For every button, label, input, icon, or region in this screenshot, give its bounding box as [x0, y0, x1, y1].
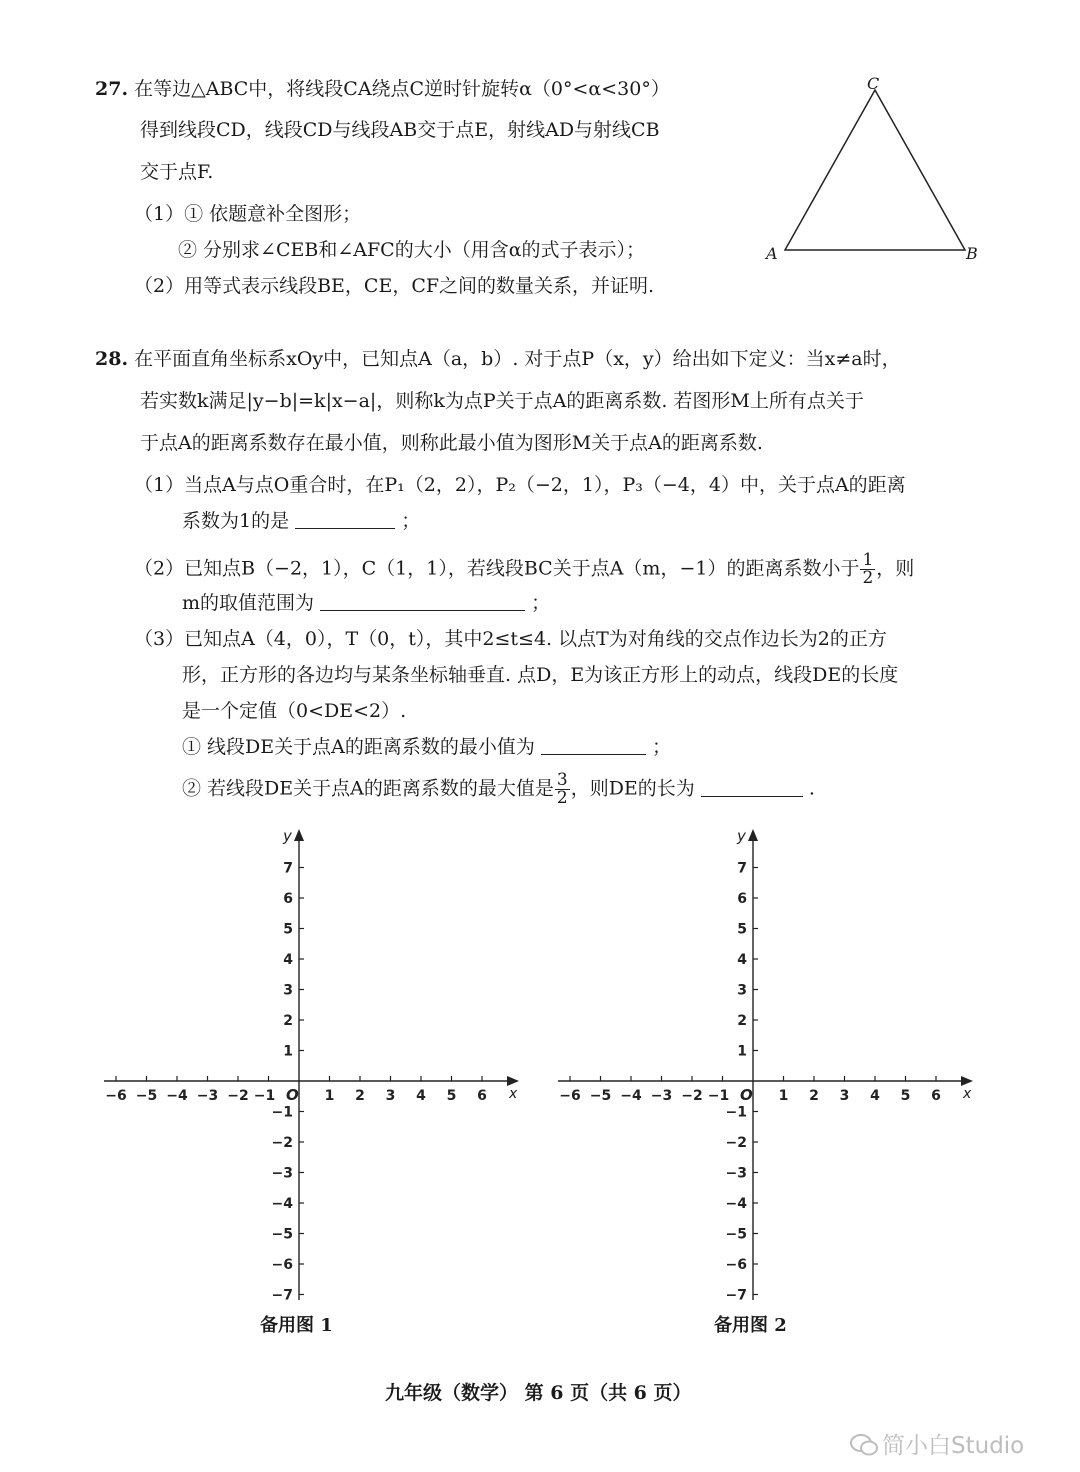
x-tick-label: 4 — [870, 1088, 880, 1104]
x-axis-arrow — [507, 1076, 519, 1086]
y-tick-label: −5 — [271, 1226, 293, 1243]
q27-line1 — [95, 76, 670, 102]
q28-p3-sub2-text: ② 若线段DE关于点A的距离系数的最大值是 — [182, 777, 554, 800]
x-axis-label: x — [509, 1086, 518, 1102]
y-tick-label: 1 — [737, 1043, 747, 1060]
y-tick-label: 4 — [737, 952, 747, 968]
fraction-one-half — [860, 552, 875, 587]
q28-p1-line1: （1）当点A与点O重合时，在P₁（2，2），P₂（−2，1），P₃（−4，4）中，关于点A的距离 — [134, 474, 906, 496]
y-tick-label: −3 — [725, 1165, 747, 1182]
answer-blank-4[interactable] — [701, 778, 803, 797]
y-tick-label: 2 — [737, 1013, 747, 1029]
x-tick-label: −1 — [707, 1088, 730, 1104]
y-tick-label: −6 — [271, 1257, 293, 1273]
x-tick-label: −4 — [620, 1088, 642, 1104]
x-tick-label: 1 — [324, 1088, 335, 1104]
caption-1: 备用图 1 — [260, 1315, 333, 1336]
q28-p3-line3: 是一个定值（0<DE<2）. — [182, 700, 407, 722]
y-tick-label: 3 — [737, 982, 747, 999]
page-footer: 九年级（数学） 第 6 页（共 6 页） — [385, 1382, 692, 1404]
y-tick-label: −2 — [271, 1135, 293, 1151]
q28-p2-line1 — [134, 552, 914, 587]
y-tick-label: 6 — [283, 891, 293, 907]
x-tick-label: −2 — [227, 1088, 249, 1104]
x-axis-arrow — [961, 1076, 973, 1086]
x-tick-label: −6 — [105, 1088, 127, 1104]
x-tick-label: −3 — [196, 1088, 219, 1104]
y-tick-label: 5 — [283, 921, 293, 938]
frac-den-2: 2 — [556, 788, 568, 808]
x-tick-label: −5 — [135, 1088, 158, 1104]
y-axis-arrow — [294, 829, 304, 841]
x-tick-label: 5 — [446, 1088, 457, 1104]
x-axis-label: x — [963, 1086, 972, 1102]
answer-blank-3[interactable] — [541, 736, 646, 755]
x-tick-label: 2 — [809, 1088, 819, 1104]
q28-p2-end: ； — [531, 592, 551, 614]
watermark — [850, 1427, 1024, 1460]
y-axis-label: y — [737, 827, 746, 845]
q28-p3-line2: 形，正方形的各边均与某条坐标轴垂直. 点D，E为该正方形上的动点，线段DE的长度 — [182, 664, 899, 686]
vertex-label-c: C — [867, 74, 880, 93]
x-tick-label: 3 — [385, 1088, 396, 1104]
x-tick-label: 5 — [900, 1088, 911, 1104]
x-tick-label: 6 — [931, 1088, 941, 1104]
q28-p3-sub1-end: ； — [651, 736, 671, 758]
q28-line1 — [95, 346, 901, 372]
q28-p2-line2 — [182, 590, 550, 616]
q27-stem-line3: 交于点F. — [140, 161, 214, 183]
q27-part2: （2）用等式表示线段BE，CE，CF之间的数量关系，并证明. — [134, 275, 655, 297]
q28-stem-line2: 若实数k满足|y−b|=k|x−a|，则称k为点P关于点A的距离系数. 若图形M上所有点关于 — [140, 390, 864, 412]
frac-num: 1 — [862, 550, 874, 570]
x-tick-label: −4 — [166, 1088, 188, 1104]
y-tick-label: −4 — [271, 1196, 293, 1212]
x-tick-label: 2 — [355, 1088, 365, 1104]
q28-p3-sub2 — [182, 772, 815, 807]
y-tick-label: −7 — [725, 1287, 747, 1300]
origin-label: O — [286, 1086, 299, 1104]
answer-blank-2[interactable] — [320, 592, 525, 611]
x-tick-label: −5 — [589, 1088, 612, 1104]
y-tick-label: 6 — [737, 891, 747, 907]
q27-part1b: ② 分别求∠CEB和∠AFC的大小（用含α的式子表示）； — [178, 239, 646, 261]
q28-p3-sub2-after: ，则DE的长为 — [570, 777, 695, 800]
answer-blank-1[interactable] — [295, 510, 395, 529]
vertex-label-a: A — [766, 244, 778, 263]
y-tick-label: −7 — [271, 1287, 293, 1300]
x-tick-label: −3 — [650, 1088, 673, 1104]
coordinate-plane-2 — [540, 810, 1080, 1300]
q28-p3-sub1-text: ① 线段DE关于点A的距离系数的最小值为 — [182, 736, 535, 758]
triangle-abc — [785, 90, 965, 250]
caption-2: 备用图 2 — [714, 1315, 787, 1336]
y-tick-label: 3 — [283, 982, 293, 999]
y-tick-label: 1 — [283, 1043, 293, 1060]
y-axis-label: y — [283, 827, 292, 845]
q28-p1-line2 — [182, 508, 420, 534]
q28-p2-text: （2）已知点B（−2，1），C（1，1），若线段BC关于点A（m，−1）的距离系数小于 — [134, 557, 860, 580]
x-tick-label: 4 — [416, 1088, 426, 1104]
fraction-three-halves — [555, 772, 570, 807]
q27-part1a: （1）① 依题意补全图形； — [134, 203, 362, 225]
q28-p3-sub2-end: . — [808, 777, 815, 800]
y-tick-label: −2 — [725, 1135, 747, 1151]
y-tick-label: −4 — [725, 1196, 747, 1212]
frac-num-2: 3 — [556, 770, 568, 790]
q28-p2-after: ，则 — [876, 557, 915, 580]
q28-number: 28. — [95, 348, 129, 370]
x-tick-label: 1 — [778, 1088, 789, 1104]
q28-p1-end: ； — [401, 510, 421, 532]
x-tick-label: −2 — [681, 1088, 703, 1104]
y-tick-label: −3 — [271, 1165, 293, 1182]
y-tick-label: −1 — [725, 1104, 747, 1121]
wechat-icon — [850, 1434, 878, 1456]
q27-stem-line1: 在等边△ABC中，将线段CA绕点C逆时针旋转α（0°<α<30°） — [134, 78, 670, 100]
x-tick-label: −1 — [253, 1088, 276, 1104]
q27-stem-line2: 得到线段CD，线段CD与线段AB交于点E，射线AD与射线CB — [140, 119, 660, 141]
q28-p1-text: 系数为1的是 — [182, 510, 290, 532]
y-tick-label: −5 — [725, 1226, 747, 1243]
y-axis-arrow — [748, 829, 758, 841]
y-tick-label: 2 — [283, 1013, 293, 1029]
x-tick-label: 3 — [839, 1088, 850, 1104]
q27-triangle-figure — [760, 70, 990, 270]
vertex-label-b: B — [966, 244, 978, 263]
y-tick-label: 7 — [737, 860, 747, 877]
y-tick-label: 7 — [283, 860, 293, 877]
q27-number: 27. — [95, 78, 129, 100]
origin-label: O — [740, 1086, 753, 1104]
y-tick-label: 4 — [283, 952, 293, 968]
watermark-text: 简小白Studio — [882, 1433, 1025, 1459]
frac-den: 2 — [862, 568, 874, 588]
q28-p2-range-text: m的取值范围为 — [182, 592, 315, 614]
y-tick-label: −6 — [725, 1257, 747, 1273]
x-tick-label: 6 — [477, 1088, 487, 1104]
x-tick-label: −6 — [559, 1088, 581, 1104]
coordinate-plane-1 — [0, 810, 540, 1300]
q28-stem-line3: 于点A的距离系数存在最小值，则称此最小值为图形M关于点A的距离系数. — [140, 432, 763, 454]
q28-p3-line1: （3）已知点A（4，0），T（0，t），其中2≤t≤4. 以点T为对角线的交点作边长为2的正方 — [134, 628, 887, 650]
q28-p3-sub1 — [182, 734, 671, 760]
y-tick-label: −1 — [271, 1104, 293, 1121]
q28-stem-line1: 在平面直角坐标系xOy中，已知点A（a，b）. 对于点P（x，y）给出如下定义：当x≠a时， — [134, 348, 901, 370]
y-tick-label: 5 — [737, 921, 747, 938]
